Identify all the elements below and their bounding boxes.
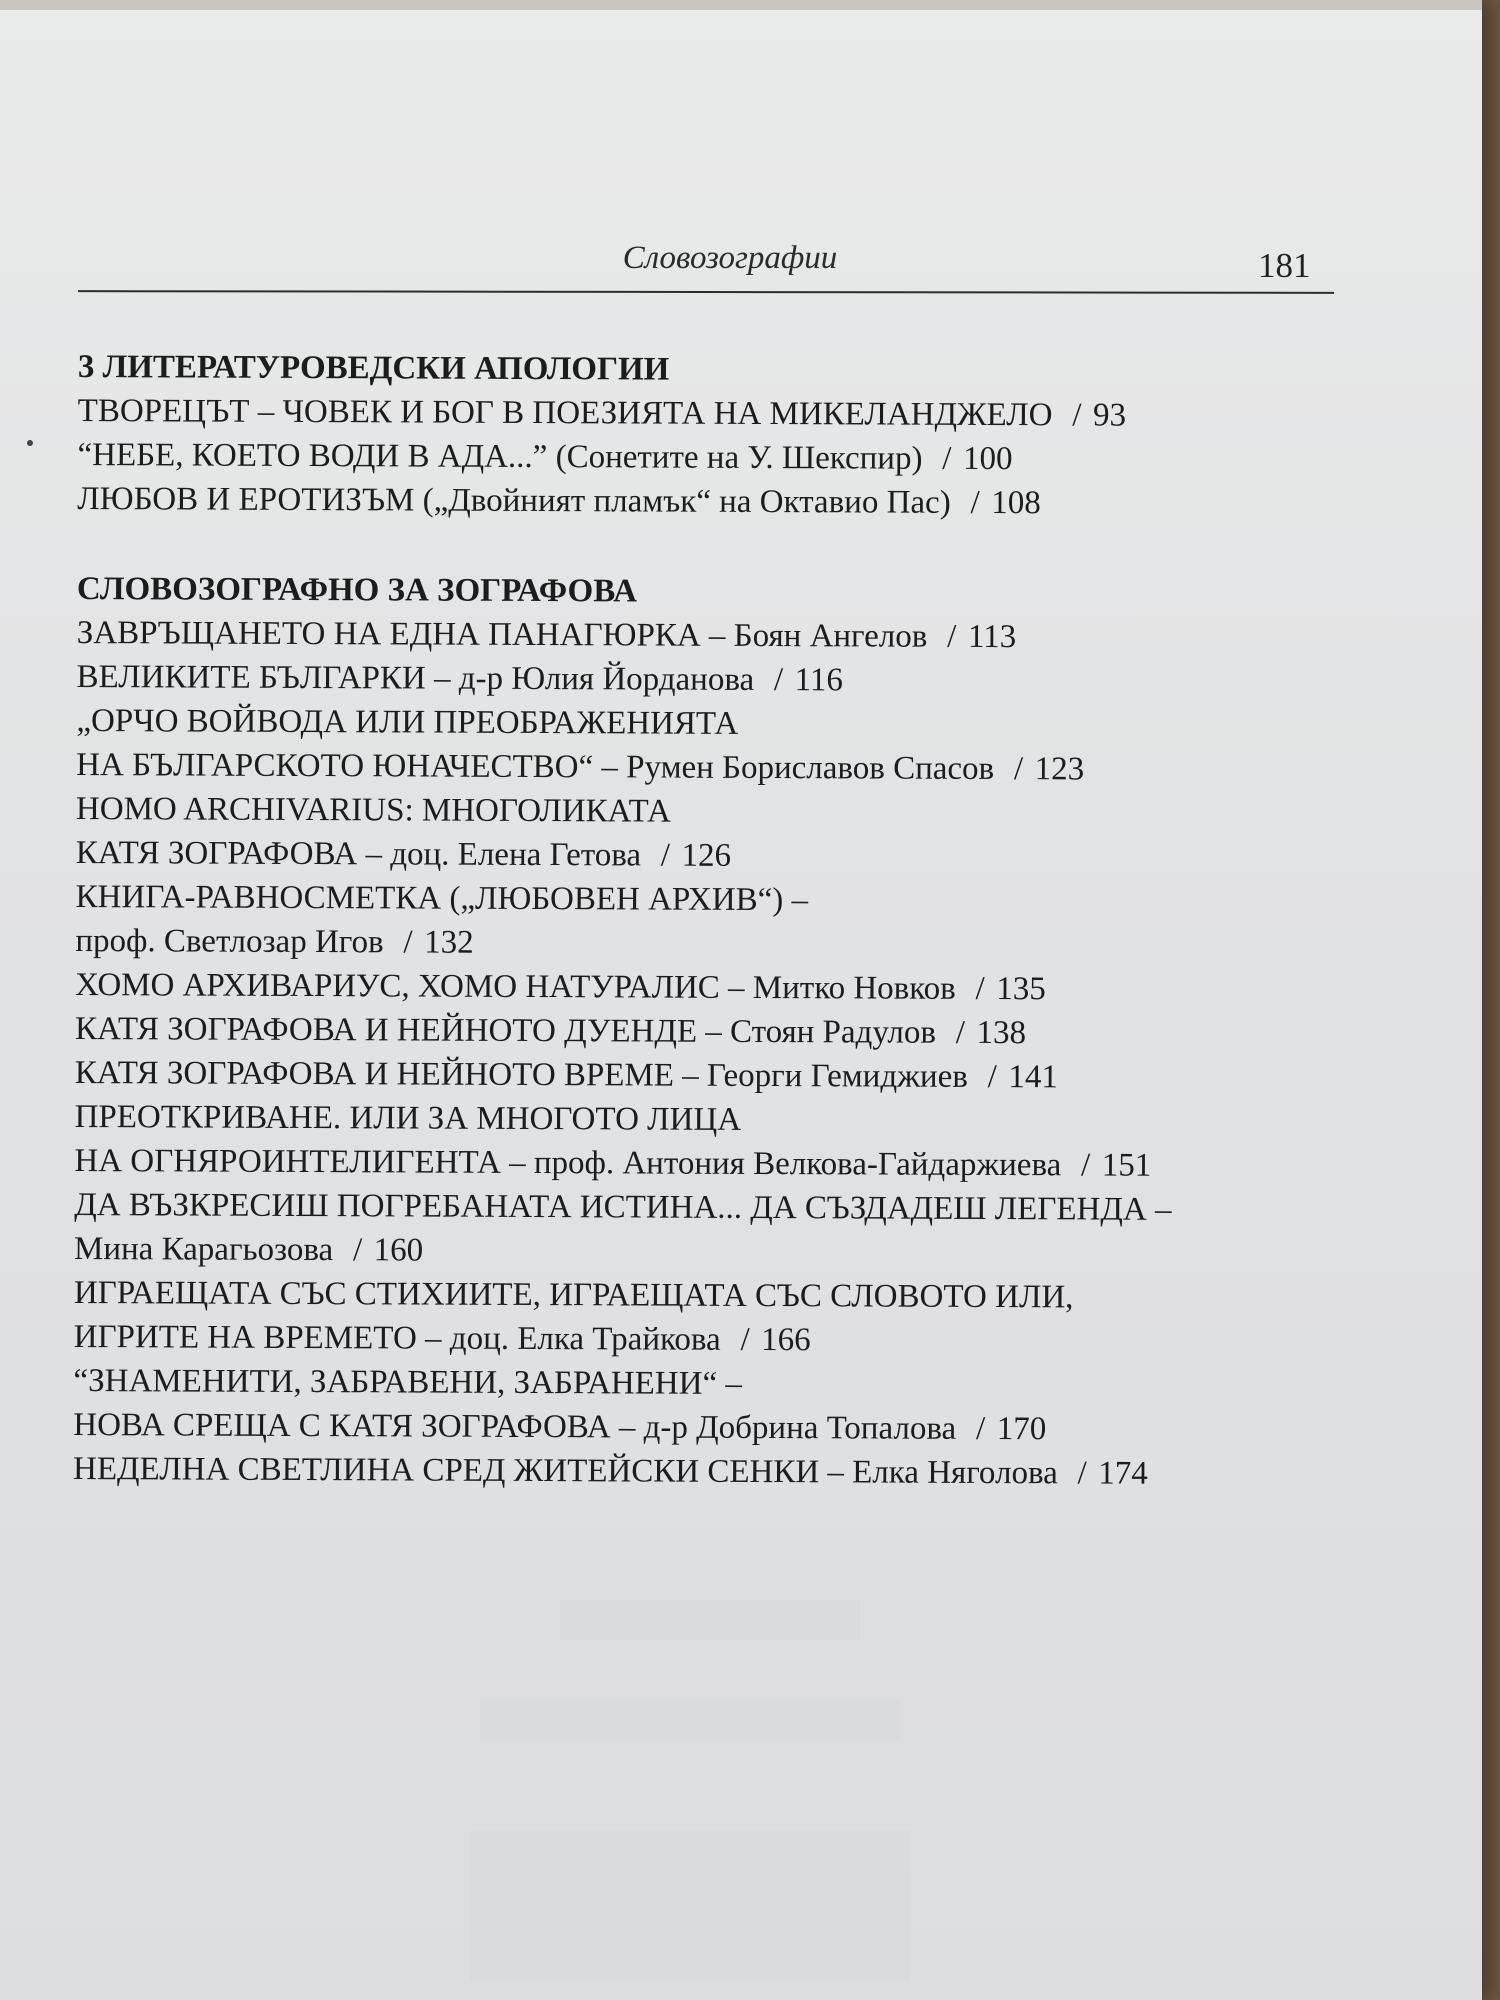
entry-separator: / [344, 1232, 363, 1269]
toc-entry [75, 919, 1385, 969]
entry-page-number: 113 [967, 618, 1017, 656]
entry-separator: / [1005, 751, 1024, 788]
entry-page-number: 138 [976, 1014, 1027, 1052]
entry-title: ЗАВРЪЩАНЕТО НА ЕДНА ПАНАГЮРКА [76, 614, 701, 654]
entry-page-number: 141 [1008, 1059, 1058, 1096]
entry-title: НА БЪЛГАРСКОТО ЮНАЧЕСТВО“ [76, 746, 594, 786]
show-through-mark [560, 1600, 860, 1640]
toc-entry [77, 611, 1387, 661]
entry-separator: / [979, 1058, 997, 1096]
entry-page-number: 126 [681, 837, 732, 874]
toc-entry [75, 1095, 1385, 1145]
entry-author: – проф. Антония Велкова-Гайдаржиева [500, 1144, 1062, 1184]
table-of-contents [73, 345, 1388, 1497]
entry-page-number: 135 [996, 971, 1046, 1008]
entry-author: – Румен Бориславов Спасов [593, 749, 995, 788]
entry-author: – д-р Юлия Йорданова [425, 660, 755, 698]
toc-entry [75, 1007, 1385, 1057]
toc-entry [76, 655, 1386, 705]
entry-title: HOMO ARCHIVARIUS: МНОГОЛИКАТА [75, 790, 671, 830]
entry-title: КНИГА-РАВНОСМЕТКА („ЛЮБОВЕН АРХИВ“) – [75, 878, 809, 919]
entry-title: ХОМО АРХИВАРИУС, ХОМО НАТУРАЛИС [75, 966, 720, 1006]
toc-entry [74, 1183, 1384, 1233]
entry-author: – доц. Елена Гетова [357, 836, 642, 874]
running-header-title: Словозографии [622, 240, 838, 276]
toc-entry [76, 831, 1386, 881]
ink-dot [27, 440, 33, 446]
entry-separator: / [765, 662, 784, 699]
entry-author: проф. Светлозар Игов [75, 922, 384, 961]
toc-entry [73, 1359, 1383, 1409]
toc-entry [76, 787, 1386, 837]
entry-page-number: 174 [1098, 1455, 1148, 1492]
entry-separator: / [395, 924, 413, 961]
section-heading: СЛОВОЗОГРАФНО ЗА ЗОГРАФОВА [76, 570, 638, 610]
section-gap [77, 521, 1387, 573]
entry-title: ДА ВЪЗКРЕСИШ ПОГРЕБАНАТА ИСТИНА... ДА СЪЗДАДЕШ ЛЕГЕНДА – [74, 1186, 1172, 1228]
entry-author: – Митко Новков [719, 969, 956, 1007]
toc-entry [75, 875, 1385, 925]
entry-author: Мина Карагьозова [73, 1230, 334, 1269]
entry-separator: / [1063, 397, 1082, 434]
entry-page-number: 170 [996, 1411, 1047, 1448]
entry-page-number: 123 [1034, 751, 1085, 788]
entry-separator: / [967, 970, 985, 1007]
entry-title: НА ОГНЯРОИНТЕЛИГЕНТА [74, 1142, 501, 1181]
header-rule [78, 290, 1334, 294]
entry-title: КАТЯ ЗОГРАФОВА [75, 834, 358, 873]
toc-entry [74, 1139, 1384, 1189]
entry-author: – Стоян Радулов [696, 1013, 937, 1051]
toc-entry [74, 1227, 1384, 1277]
toc-entry [76, 699, 1386, 749]
toc-entry [75, 1051, 1385, 1101]
entry-title: КАТЯ ЗОГРАФОВА И НЕЙНОТО ДУЕНДЕ [74, 1010, 698, 1050]
toc-entry [75, 963, 1385, 1013]
entry-page-number: 93 [1092, 397, 1127, 434]
toc-entry [76, 743, 1386, 793]
entry-page-number: 166 [761, 1321, 811, 1359]
page-top-edge [0, 0, 1482, 10]
entry-author: (Сонетите на У. Шекспир) [547, 439, 923, 477]
entry-page-number: 116 [794, 662, 844, 699]
entry-title: ТВОРЕЦЪТ – ЧОВЕК И БОГ В ПОЕЗИЯТА НА МИКЕЛАНДЖЕЛО [77, 392, 1053, 434]
toc-entry [73, 1447, 1383, 1497]
entry-title: НОВА СРЕЩА С КАТЯ ЗОГРАФОВА [73, 1406, 611, 1446]
entry-page-number: 100 [962, 440, 1013, 478]
section-heading: 3 ЛИТЕРАТУРОВЕДСКИ АПОЛОГИИ [77, 348, 670, 388]
entry-title: НЕДЕЛНА СВЕТЛИНА СРЕД ЖИТЕЙСКИ СЕНКИ [73, 1450, 820, 1491]
entry-title: ВЕЛИКИТЕ БЪЛГАРКИ [76, 658, 426, 697]
entry-separator: / [947, 1014, 966, 1051]
entry-author: – доц. Елка Трайкова [416, 1320, 721, 1358]
entry-author: – Елка Няголова [819, 1454, 1058, 1492]
entry-title: “ЗНАМЕНИТИ, ЗАБРАВЕНИ, ЗАБРАНЕНИ“ – [73, 1362, 742, 1402]
toc-entry [77, 433, 1387, 483]
entry-title: ИГРАЕЩАТА СЪС СТИХИИТЕ, ИГРАЕЩАТА СЪС СЛОВОТО ИЛИ, [73, 1274, 1074, 1316]
entry-author: – д-р Добрина Топалова [610, 1409, 957, 1447]
entry-separator: / [938, 618, 957, 655]
show-through-mark [480, 1700, 900, 1740]
entry-separator: / [1072, 1147, 1091, 1184]
entry-title: ЛЮБОВ И ЕРОТИЗЪМ [77, 480, 415, 519]
entry-page-number: 160 [373, 1232, 424, 1269]
entry-separator: / [933, 440, 952, 477]
entry-author: („Двойният пламък“ на Октавио Пас) [414, 482, 951, 521]
entry-separator: / [1069, 1455, 1087, 1492]
entry-page-number: 151 [1101, 1147, 1152, 1184]
toc-entry [74, 1271, 1384, 1321]
toc-entry [73, 1403, 1383, 1453]
entry-separator: / [962, 484, 980, 521]
toc-entry [78, 389, 1388, 439]
entry-title: КАТЯ ЗОГРАФОВА И НЕЙНОТО ВРЕМЕ [74, 1054, 675, 1094]
entry-title: “НЕБЕ, КОЕТО ВОДИ В АДА...” [77, 436, 548, 476]
entry-separator: / [732, 1321, 750, 1358]
entry-separator: / [652, 837, 671, 874]
toc-entry [77, 477, 1387, 527]
entry-author: – Боян Ангелов [700, 617, 928, 655]
entry-author: – Георги Гемиджиев [673, 1057, 968, 1095]
entry-title: ПРЕОТКРИВАНЕ. ИЛИ ЗА МНОГОТО ЛИЦА [74, 1098, 742, 1138]
toc-entry [74, 1315, 1384, 1365]
show-through-mark [470, 1830, 910, 1980]
entry-page-number: 108 [991, 484, 1041, 522]
entry-page-number: 132 [424, 924, 474, 961]
entry-title: ИГРИТЕ НА ВРЕМЕТО [73, 1318, 417, 1357]
entry-title: „ОРЧО ВОЙВОДА ИЛИ ПРЕОБРАЖЕНИЯТА [76, 702, 739, 742]
entry-separator: / [967, 1410, 986, 1447]
page-number: 181 [1258, 246, 1311, 285]
